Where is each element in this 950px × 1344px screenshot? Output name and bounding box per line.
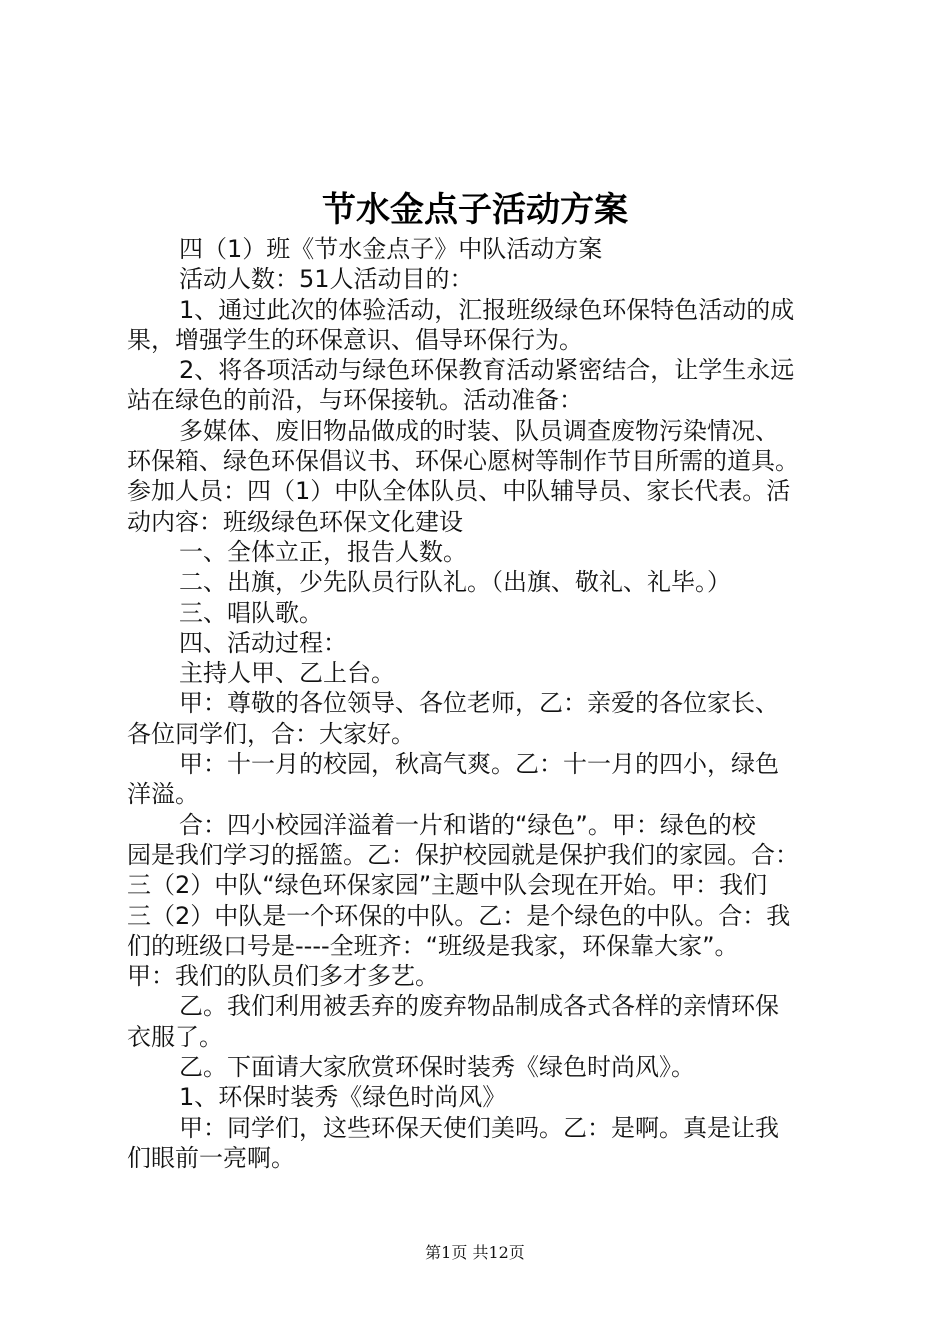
text-line: 主持人甲、乙上台。 — [179, 659, 395, 688]
text-line: 洋溢。 — [127, 780, 199, 809]
text-line: 甲：十一月的校园，秋高气爽。乙：十一月的四小，绿色 — [179, 750, 779, 779]
text-line: 1、通过此次的体验活动，汇报班级绿色环保特色活动的成 — [179, 295, 795, 324]
text-line: 三（2）中队“绿色环保家园”主题中队会现在开始。甲：我们 — [127, 871, 768, 900]
text-line: 甲：我们的队员们多才多艺。 — [127, 962, 439, 991]
document-body — [127, 234, 833, 1173]
text-line: 二、出旗，少先队员行队礼。（出旗、敬礼、礼毕。） — [179, 568, 731, 597]
text-line: 衣服了。 — [127, 1022, 223, 1051]
text-line: 参加人员：四（1）中队全体队员、中队辅导员、家长代表。活 — [127, 477, 791, 506]
text-line: 2、将各项活动与绿色环保教育活动紧密结合，让学生永远 — [179, 356, 795, 385]
text-line: 园是我们学习的摇篮。乙：保护校园就是保护我们的家园。合： — [127, 840, 799, 869]
text-line: 乙。下面请大家欣赏环保时装秀《绿色时尚风》。 — [179, 1053, 695, 1082]
page-number-footer: 第1页 共12页 — [425, 1243, 525, 1262]
text-line: 合：四小校园洋溢着一片和谐的“绿色”。甲：绿色的校 — [179, 810, 756, 839]
text-line: 果，增强学生的环保意识、倡导环保行为。 — [127, 325, 583, 354]
text-line: 三（2）中队是一个环保的中队。乙：是个绿色的中队。合：我 — [127, 901, 791, 930]
text-line: 们眼前一亮啊。 — [127, 1143, 295, 1172]
text-line: 一、全体立正，报告人数。 — [179, 537, 467, 566]
text-line: 站在绿色的前沿，与环保接轨。活动准备： — [127, 386, 583, 415]
text-line: 乙。我们利用被丢弃的废弃物品制成各式各样的亲情环保 — [179, 992, 779, 1021]
text-line: 动内容：班级绿色环保文化建设 — [127, 507, 463, 536]
text-line: 甲：尊敬的各位领导、各位老师，乙：亲爱的各位家长、 — [179, 689, 779, 718]
text-line: 四（1）班《节水金点子》中队活动方案 — [179, 235, 603, 263]
text-line: 活动人数：51人活动目的： — [179, 265, 474, 294]
text-line: 们的班级口号是----全班齐：“班级是我家，环保靠大家”。 — [127, 931, 739, 960]
text-line: 甲：同学们，这些环保天使们美吗。乙：是啊。真是让我 — [179, 1113, 779, 1142]
text-line: 多媒体、废旧物品做成的时装、队员调查废物污染情况、 — [179, 416, 779, 445]
text-line: 1、环保时装秀《绿色时尚风》 — [179, 1083, 507, 1112]
text-line: 环保箱、绿色环保倡议书、环保心愿树等制作节目所需的道具。 — [127, 447, 799, 476]
document-title: 节水金点子活动方案 — [322, 190, 628, 230]
text-line: 各位同学们，合：大家好。 — [127, 719, 415, 748]
text-line: 三、唱队歌。 — [179, 598, 323, 627]
text-line: 四、活动过程： — [179, 628, 347, 657]
